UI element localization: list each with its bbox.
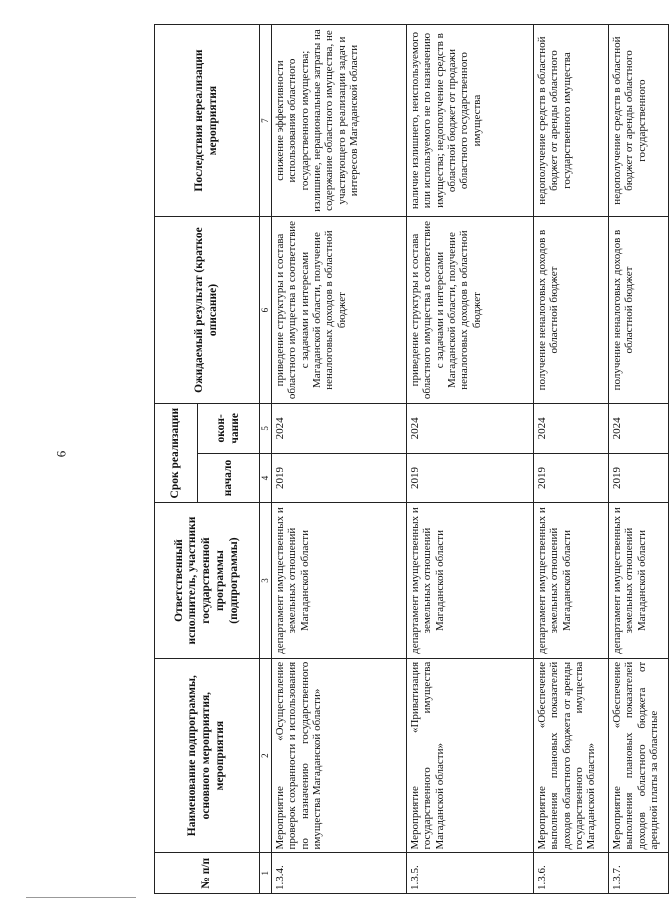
- table-row: [534, 25, 609, 894]
- row-num: 1.3.6.: [534, 853, 609, 894]
- column-number: 5: [260, 403, 272, 453]
- row-end: 2024: [609, 403, 669, 453]
- row-result: получение неналоговых доходов в областной бюджет: [609, 217, 669, 404]
- header-period: Срок реализации: [155, 403, 198, 502]
- row-num: 1.3.7.: [609, 853, 669, 894]
- header-responsible: Ответственный исполнитель, участники государственной программы (подпрограммы): [155, 503, 260, 659]
- row-end: 2024: [407, 403, 534, 453]
- row-result: получение неналоговых доходов в областной бюджет: [534, 217, 609, 404]
- row-start: 2019: [272, 453, 407, 503]
- row-start: 2019: [609, 453, 669, 503]
- header-name: Наименование подпрограммы, основного мероприятия, мероприятия: [155, 658, 260, 853]
- row-responsible: департамент имущественных и земельных отношений Магаданской области: [272, 503, 407, 659]
- row-start: 2019: [407, 453, 534, 503]
- header-consequences: Последствия нереализации мероприятия: [155, 25, 260, 217]
- row-consequences: недополучение средств в областной бюджет от аренды областного государственного имущества: [534, 25, 609, 217]
- table-row: [407, 25, 534, 894]
- row-result: приведение структуры и состава областного имущества в соответствие с задачами и интересами Магаданской области, получение неналоговых доходов в областной бюджет: [407, 217, 534, 404]
- row-responsible: департамент имущественных и земельных отношений Магаданской области: [534, 503, 609, 659]
- table-container: [154, 24, 660, 894]
- row-num: 1.3.5.: [407, 853, 534, 894]
- header-end: окон-чание: [198, 403, 260, 453]
- header-num: № п/п: [155, 853, 260, 894]
- row-consequences: недополучение средств в областной бюджет от аренды областного государственного: [609, 25, 669, 217]
- row-result: приведение структуры и состава областного имущества в соответствие с задачами и интересами Магаданской области, получение неналоговых доходов в областной бюджет: [272, 217, 407, 404]
- row-end: 2024: [272, 403, 407, 453]
- bottom-rule: [26, 897, 136, 898]
- header-row: [155, 25, 198, 894]
- column-number: 3: [260, 503, 272, 659]
- program-measures-table: [154, 24, 669, 894]
- row-name: Мероприятие «Обеспечение выполнения плановых показателей доходов областного бюджета от аренды государственного имущества Магаданской области»: [534, 658, 609, 853]
- column-number: 6: [260, 217, 272, 404]
- row-name: Мероприятие «Обеспечение выполнения плановых показателей доходов областного бюджета от арендной платы за областные: [609, 658, 669, 853]
- row-end: 2024: [534, 403, 609, 453]
- row-consequences: наличие излишнего, неиспользуемого или используемого не по назначению имущества; недополучение средств в областной бюджет от продажи областного государственного имущества: [407, 25, 534, 217]
- row-responsible: департамент имущественных и земельных отношений Магаданской области: [407, 503, 534, 659]
- column-number: 7: [260, 25, 272, 217]
- row-name: Мероприятие «Осуществление проверок сохранности и использования по назначению государственного имущества Магаданской области»: [272, 658, 407, 853]
- page-number: 6: [53, 450, 69, 458]
- column-number: 1: [260, 853, 272, 894]
- row-num: 1.3.4.: [272, 853, 407, 894]
- table-row: [272, 25, 407, 894]
- rotated-table-area: [154, 24, 660, 894]
- row-consequences: снижение эффективности использования областного государственного имущества; излишние, нерациональные затраты на содержание областного имущества, не участвующего в реализации задач и интересов Магаданской области: [272, 25, 407, 217]
- column-number: 2: [260, 658, 272, 853]
- header-result: Ожидаемый результат (краткое описание): [155, 217, 260, 404]
- column-number-row: [260, 25, 272, 894]
- row-name: Мероприятие «Приватизация государственного имущества Магаданской области»: [407, 658, 534, 853]
- row-start: 2019: [534, 453, 609, 503]
- table-row: [609, 25, 669, 894]
- row-responsible: департамент имущественных и земельных отношений Магаданской области: [609, 503, 669, 659]
- column-number: 4: [260, 453, 272, 503]
- header-start: начало: [198, 453, 260, 503]
